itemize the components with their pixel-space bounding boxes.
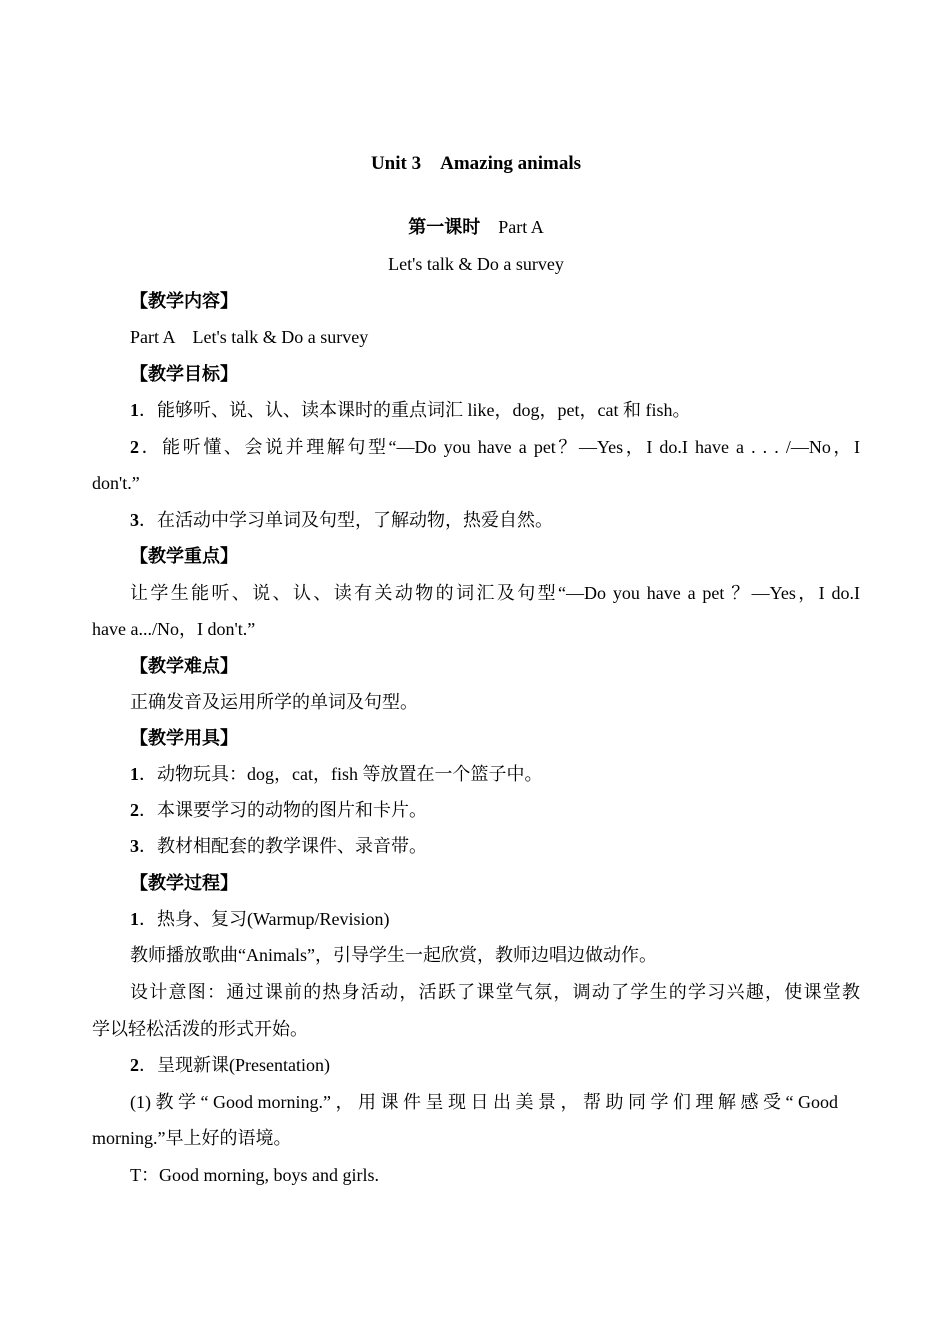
tool-text: ．本课要学习的动物的图片和卡片。 <box>139 800 427 820</box>
step-text: ．呈现新课(Presentation) <box>139 1055 330 1075</box>
tool-item-3 <box>92 833 860 859</box>
difficulties-text: 正确发音及运用所学的单词及句型。 <box>130 692 418 712</box>
goal-item-1 <box>92 397 860 423</box>
tool-item-2 <box>92 797 860 823</box>
section-heading-key-points: 【教学重点】 <box>130 546 238 566</box>
design-intent-line-2: 学以轻松活泼的形式开始。 <box>92 1019 308 1039</box>
step-number: 1 <box>130 909 139 929</box>
section-heading-process: 【教学过程】 <box>130 873 238 893</box>
goal-number: 3 <box>130 510 139 530</box>
teaching-line-2: morning.”早上好的语境。 <box>92 1128 292 1148</box>
goal-number: 2 <box>130 437 139 457</box>
process-step-2 <box>92 1052 860 1078</box>
goal-item-2-continued: don't.” <box>92 473 140 493</box>
document-title: Unit 3 Amazing animals <box>370 153 582 174</box>
goal-item-3 <box>92 507 860 533</box>
dialogue-line: T：Good morning, boys and girls. <box>130 1165 379 1185</box>
step-text: ．热身、复习(Warmup/Revision) <box>139 909 390 929</box>
step-number: 2 <box>130 1055 139 1075</box>
tool-number: 2 <box>130 800 139 820</box>
section-heading-tools: 【教学用具】 <box>130 728 238 748</box>
goal-item-2 <box>92 434 860 460</box>
process-step-1 <box>92 906 860 932</box>
teaching-line-1: (1) 教 学 “ Good morning.” ， 用 课 件 呈 现 日 出 美 景 ， 帮 助 同 学 们 理 解 感 受 “ Good <box>130 1092 838 1112</box>
key-points-line-1: 让学生能听、说、认、读有关动物的词汇及句型“—Do you have a pet ？—Yes，I do.I <box>130 583 860 603</box>
tool-item-1 <box>92 761 860 787</box>
section-heading-difficulties: 【教学难点】 <box>130 656 238 676</box>
lesson-label: 第一课时 <box>408 217 481 237</box>
tool-text: ．动物玩具：dog，cat，fish 等放置在一个篮子中。 <box>139 764 543 784</box>
key-points-line-2: have a.../No，I don't.” <box>92 619 256 639</box>
lesson-subtitle: Let's talk & Do a survey <box>388 254 564 274</box>
content-text: Part A Let's talk & Do a survey <box>130 327 369 347</box>
goal-text: ．在活动中学习单词及句型，了解动物，热爱自然。 <box>139 510 553 530</box>
design-intent-line-1: 设计意图：通过课前的热身活动，活跃了课堂气氛，调动了学生的学习兴趣，使课堂教 <box>130 982 860 1002</box>
section-heading-goals: 【教学目标】 <box>130 364 238 384</box>
lesson-part: Part A <box>498 217 544 237</box>
goal-text: ．能够听、说、认、读本课时的重点词汇 like，dog，pet，cat 和 fish。 <box>139 400 691 420</box>
section-heading-content: 【教学内容】 <box>130 291 238 311</box>
tool-number: 3 <box>130 836 139 856</box>
process-step-1-description: 教师播放歌曲“Animals”，引导学生一起欣赏，教师边唱边做动作。 <box>130 945 657 965</box>
goal-text: ．能听懂、会说并理解句型“—Do you have a pet？—Yes，I do.I have a . . . /—No，I <box>139 437 860 457</box>
tool-text: ．教材相配套的教学课件、录音带。 <box>139 836 427 856</box>
tool-number: 1 <box>130 764 139 784</box>
goal-number: 1 <box>130 400 139 420</box>
lesson-heading <box>92 214 860 240</box>
